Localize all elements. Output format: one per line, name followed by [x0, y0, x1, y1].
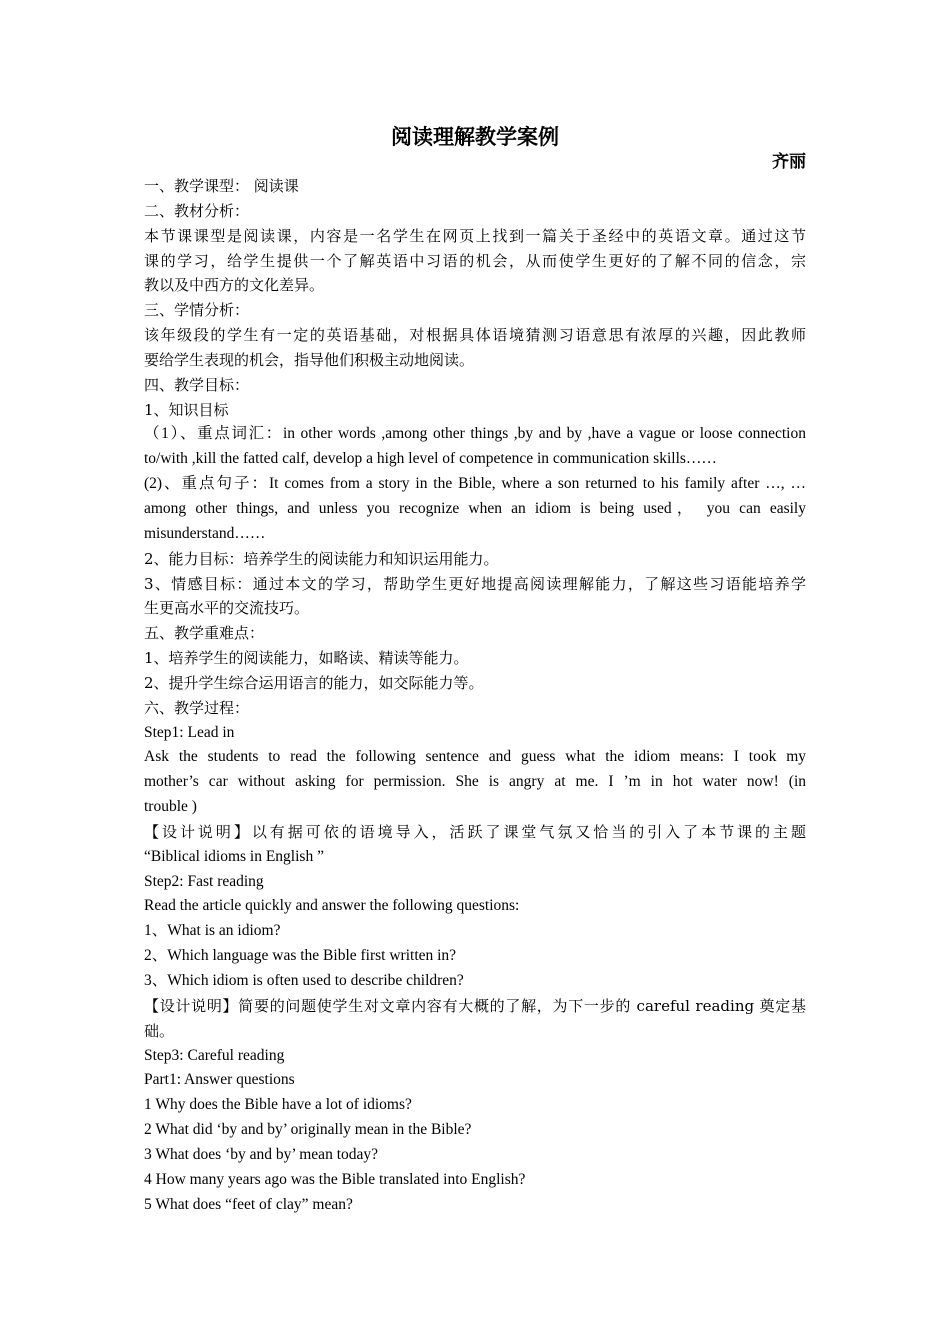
paragraph-line: 3、情感目标：通过本文的学习，帮助学生更好地提高阅读理解能力，了解这些习语能培养学 — [144, 574, 806, 593]
paragraph-line: 2、能力目标：培养学生的阅读能力和知识运用能力。 — [144, 549, 499, 568]
design-note-line: 【设计说明】以有据可依的语境导入，活跃了课堂气氛又恰当的引入了本节课的主题 — [144, 822, 806, 841]
question-item: 1 Why does the Bible have a lot of idioms? — [144, 1096, 412, 1114]
paragraph-line: 本节课课型是阅读课，内容是一名学生在网页上找到一篇关于圣经中的英语文章。通过这节 — [144, 226, 806, 245]
step-heading: Step2: Fast reading — [144, 872, 264, 890]
section-heading: 三、学情分析： — [144, 301, 250, 320]
step-heading: Step1: Lead in — [144, 723, 235, 741]
paragraph-line: 2、提升学生综合运用语言的能力，如交际能力等。 — [144, 673, 484, 692]
design-note-line: 【设计说明】简要的问题使学生对文章内容有大概的了解，为下一步的 careful reading 奠定基 — [144, 996, 806, 1015]
section-heading: 四、教学目标： — [144, 375, 250, 394]
question-item: 2、Which language was the Bible first written in? — [144, 947, 457, 965]
paragraph-line: 教以及中西方的文化差异。 — [144, 276, 325, 295]
paragraph-line: 生更高水平的交流技巧。 — [144, 599, 310, 618]
design-note-line: “Biblical idioms in English ” — [144, 847, 324, 865]
paragraph-line: 该年级段的学生有一定的英语基础，对根据具体语境猜测习语意思有浓厚的兴趣，因此教师 — [144, 326, 806, 345]
paragraph-line: 要给学生表现的机会，指导他们积极主动地阅读。 — [144, 350, 475, 369]
question-item: 3 What does ‘by and by’ mean today? — [144, 1145, 379, 1163]
paragraph-line: 课的学习，给学生提供一个了解英语中习语的机会，从而使学生更好的了解不同的信念，宗 — [144, 251, 806, 270]
step-heading: Step3: Careful reading — [144, 1046, 285, 1064]
question-item: 2 What did ‘by and by’ originally mean in the Bible? — [144, 1121, 472, 1139]
question-item: 5 What does “feet of clay” mean? — [144, 1195, 353, 1213]
paragraph-line: (2)、重点句子：It comes from a story in the Bible, where a son returned to his family after …, … — [144, 475, 806, 493]
part-heading: Part1: Answer questions — [144, 1071, 295, 1089]
section-heading: 二、教材分析： — [144, 201, 250, 220]
paragraph-line: Ask the students to read the following sentence and guess what the idiom means: I took my — [144, 748, 806, 766]
paragraph-line: mother’s car without asking for permission. She is angry at me. I ’m in hot water now! (in — [144, 773, 806, 791]
subsection-heading: 1、知识目标 — [144, 400, 229, 419]
paragraph-line: （1）、重点词汇：in other words ,among other things ,by and by ,have a vague or loose connection — [144, 425, 806, 443]
question-item: 1、What is an idiom? — [144, 922, 281, 940]
author-name: 齐丽 — [772, 152, 806, 172]
design-note-line: 础。 — [144, 1021, 175, 1040]
paragraph-line: Read the article quickly and answer the following questions: — [144, 897, 520, 915]
paragraph-line: trouble ) — [144, 798, 197, 816]
paragraph-line: among other things, and unless you recognize when an idiom is being used， you can easily — [144, 499, 806, 517]
document-body — [144, 174, 806, 1217]
paragraph-line: to/with ,kill the fatted calf, develop a high level of competence in communication skills…… — [144, 450, 717, 468]
document-title: 阅读理解教学案例 — [391, 124, 559, 149]
section-heading: 一、教学课型： 阅读课 — [144, 177, 299, 195]
question-item: 3、Which idiom is often used to describe children? — [144, 972, 464, 989]
paragraph-line: misunderstand…… — [144, 524, 266, 542]
section-heading: 六、教学过程： — [144, 698, 250, 717]
paragraph-line: 1、培养学生的阅读能力，如略读、精读等能力。 — [144, 649, 469, 668]
section-heading: 五、教学重难点： — [144, 624, 265, 643]
question-item: 4 How many years ago was the Bible translated into English? — [144, 1170, 526, 1188]
